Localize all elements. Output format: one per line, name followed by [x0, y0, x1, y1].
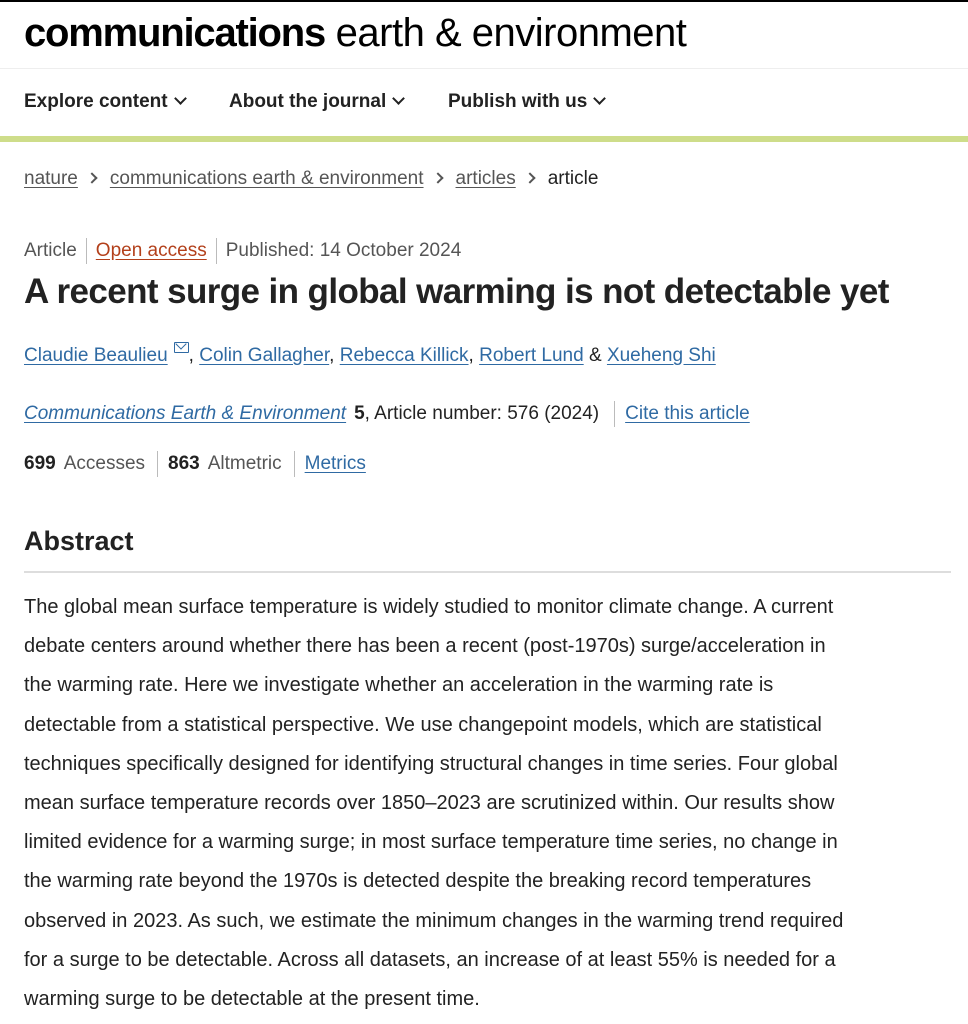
masthead [0, 2, 968, 69]
nav-explore-content[interactable] [24, 91, 185, 113]
author-link[interactable]: Claudie Beaulieu [24, 345, 168, 366]
metrics-divider [157, 451, 158, 477]
abstract-line: detectable from a statistical perspective. We use changepoint models, which are statistical [24, 713, 822, 736]
article-title: A recent surge in global warming is not detectable yet [24, 272, 889, 311]
altmetric-label: Altmetric [207, 453, 282, 475]
citation-divider [614, 401, 615, 427]
breadcrumb-journal[interactable]: communications earth & environment [109, 168, 424, 189]
breadcrumb-current: article [547, 168, 599, 189]
logo-communications: communications [24, 11, 326, 55]
abstract-line: the warming rate. Here we investigate whether an acceleration in the warming rate is [24, 674, 774, 697]
abstract-text [24, 588, 951, 1019]
author-link[interactable]: Robert Lund [479, 345, 584, 366]
chevron-right-icon [432, 172, 443, 183]
metrics-divider [294, 451, 295, 477]
nav-about-journal-label: About the journal [229, 91, 387, 112]
article-metrics [24, 451, 366, 477]
author-link[interactable]: Rebecca Killick [339, 345, 469, 366]
author-link[interactable]: Xueheng Shi [606, 345, 716, 366]
abstract-line: warming surge to be detectable at the present time. [24, 988, 480, 1011]
article-type: Article [24, 240, 77, 262]
abstract-line: limited evidence for a warming surge; in most surface temperature time series, no change in [24, 831, 838, 854]
chevron-right-icon [524, 172, 535, 183]
logo-subtitle: earth & environment [335, 11, 687, 55]
journal-link[interactable]: Communications Earth & Environment [24, 403, 347, 425]
abstract-line: debate centers around whether there has been a recent (post-1970s) surge/acceleration in [24, 635, 826, 658]
metrics-link[interactable]: Metrics [304, 453, 366, 475]
meta-divider [86, 238, 87, 264]
chevron-down-icon [174, 92, 187, 105]
cite-this-article-link[interactable]: Cite this article [625, 403, 750, 425]
abstract-line: mean surface temperature records over 1850–2023 are scrutinized within. Our results show [24, 792, 835, 815]
altmetric-count: 863 [168, 453, 200, 475]
chevron-right-icon [86, 172, 97, 183]
breadcrumb-nature[interactable]: nature [24, 168, 78, 189]
article-number: , Article number: 576 (2024) [364, 403, 600, 425]
author-separator: , [329, 345, 335, 366]
breadcrumb [24, 168, 598, 190]
chevron-down-icon [593, 92, 606, 105]
breadcrumb-articles[interactable]: articles [455, 168, 516, 189]
nav-about-journal[interactable] [229, 91, 403, 113]
author-separator: , [468, 345, 474, 366]
nav-publish-with-us-label: Publish with us [448, 91, 588, 112]
abstract-line: observed in 2023. As such, we estimate the minimum changes in the warming trend required [24, 909, 844, 932]
abstract-divider [24, 571, 951, 573]
abstract-line: the warming rate beyond the 1970s is detected despite the breaking record temperatures [24, 870, 812, 893]
nav-explore-content-label: Explore content [24, 91, 168, 112]
author-ampersand: & [588, 345, 602, 366]
mail-icon[interactable] [174, 342, 189, 353]
accesses-label: Accesses [63, 453, 146, 475]
journal-logo[interactable] [24, 11, 686, 56]
chevron-down-icon [392, 92, 405, 105]
volume-number: 5 [354, 403, 365, 425]
nav-publish-with-us[interactable] [448, 91, 604, 113]
abstract-line: techniques specifically designed for identifying structural changes in time series. Four global [24, 752, 838, 775]
article-meta [24, 238, 461, 264]
meta-divider [216, 238, 217, 264]
main-nav [0, 69, 968, 142]
accesses-count: 699 [24, 453, 56, 475]
abstract-heading: Abstract [24, 526, 134, 556]
published-date: Published: 14 October 2024 [225, 240, 462, 262]
author-separator: , [188, 345, 194, 366]
abstract-line: The global mean surface temperature is widely studied to monitor climate change. A current [24, 596, 834, 618]
author-link[interactable]: Colin Gallagher [199, 345, 330, 366]
author-list [24, 345, 716, 367]
abstract-line: for a surge to be detectable. Across all datasets, an increase of at least 55% is needed for a [24, 948, 836, 971]
citation-line [24, 401, 750, 427]
open-access-link[interactable]: Open access [95, 240, 207, 262]
